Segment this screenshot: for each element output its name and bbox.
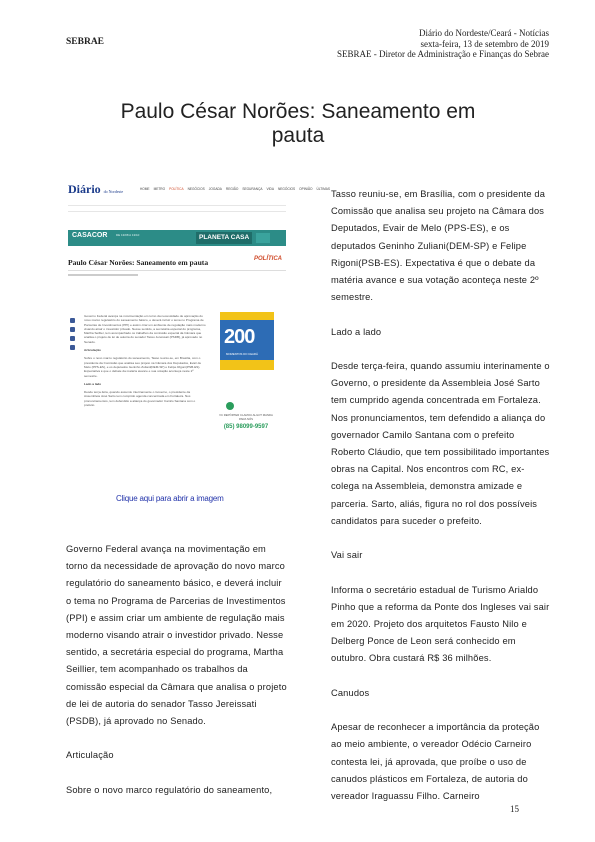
section-heading: Lado a lado bbox=[331, 326, 382, 337]
site-nav: HOME METRO POLÍTICA NEGÓCIOS JOGADA REGIÃO SEGURANÇA VIDA NEGÓCIOS OPINIÃO ÚLTIMAS bbox=[140, 187, 331, 191]
twitter-icon bbox=[70, 327, 75, 332]
section-heading: Canudos bbox=[331, 687, 370, 698]
article-screenshot-image[interactable] bbox=[66, 178, 331, 485]
email-icon bbox=[70, 345, 75, 350]
site-headline: Paulo César Norões: Saneamento em pauta bbox=[68, 258, 209, 267]
header-publication: Diário do Nordeste/Ceará - Notícias bbox=[419, 28, 549, 38]
whatsapp-phone: (85) 98099-9597 bbox=[223, 424, 269, 430]
header-metadata bbox=[337, 28, 549, 60]
promo-200-badge: 200 MOMENTOS DO CEARÁ bbox=[220, 312, 274, 370]
whatsapp-icon bbox=[226, 402, 234, 410]
section-heading: Vai sair bbox=[331, 550, 363, 561]
whatsapp-share-icon bbox=[70, 336, 75, 341]
article-title: Paulo César Norões: Saneamento em pauta bbox=[120, 100, 476, 147]
article-right-column bbox=[331, 186, 551, 822]
paragraph: Governo Federal avança na movimentação em torno da necessidade de aprovação do novo marco regulatório do saneamento básico, e deverá incluir o tema no Programa de Parcerias de Investimentos (PPI) e assim criar um ambiente de regulação mais moderno visando atrair o investidor privado. Nesse sentido, a secretária especial do programa, Martha Seillier, tem acompanhado os trabalhos da comissão especial da Câmara que analisa o projeto de lei de autoria do senador Tasso Jereissati (PSDB), já aprovado no Senado. bbox=[66, 544, 287, 727]
whatsapp-text: VC REPÓRTER CLAMOU ALGO? MANDA PARA NÓS bbox=[219, 413, 273, 421]
site-logo: Diário do Nordeste bbox=[68, 182, 124, 196]
paragraph: Apesar de reconhecer a importância da proteção ao meio ambiente, o vereador Odécio Carneiro contesta lei, já aprovada, que proíbe o uso de canudos plásticos em Fortaleza, de autoria do vereador Iraguassu Filho. Carneiro bbox=[331, 722, 540, 802]
byline-bar bbox=[68, 274, 138, 276]
paragraph: Informa o secretário estadual de Turismo Arialdo Pinho que a reforma da Ponte dos Ingleses vai sair em 2020. Projeto dos arquitetos Fausto Nilo e Delberg Ponce de Leon será conhecido em outubro. Obra custará R$ 36 milhões. bbox=[331, 584, 550, 664]
ad-image bbox=[256, 233, 270, 243]
header-client: SEBRAE - Diretor de Administração e Finanças do Sebrae bbox=[337, 49, 549, 59]
header-source: SEBRAE bbox=[66, 37, 105, 47]
paragraph: Sobre o novo marco regulatório do saneamento, bbox=[66, 784, 273, 795]
paragraph: Desde terça-feira, quando assumiu interinamente o Governo, o presidente da Assembleia José Sarto tem cumprido agenda concentrada em Fortaleza. Nos pronunciamentos, tem defendido a aliança do governador Camilo Santana com o prefeito Roberto Cláudio, que tem possibilitado importantes obras na Capital. Nos encontros com RC, ex-colega na Assembleia, demonstra amizade e parceria. Sarto, aliás, figura no rol dos possíveis candidatos para suceder o prefeito. bbox=[331, 361, 550, 526]
ad-banner: CASACOR DE 13/08 A 13/10 PLANETA CASA bbox=[68, 230, 286, 246]
site-article-body: Governo Federal avança na movimentação em torno da necessidade de aprovação do novo marco regulatório do saneamento básico, e deverá incluir o tema no Programa de Parcerias de Investimentos (PPI) e assim criar um ambiente de regulação mais moderno visando atrair o investidor privado. Nesse sentido, a secretária especial do programa, Martha Seillier, tem acompanhado os trabalhos da comissão especial da Câmara que analisa o projeto de lei de autoria do senador Tasso Jereissati (PSDB), já aprovado no Senado. Articulação Sobre o novo marco regulatório do saneamento, Tasso reuniu-se, em Brasília, com o presidente da Comissão que analisa seu projeto na Câmara dos Deputados, Evair de Melo (PPS-ES), e os deputados Geninho Zuliani(DEM-SP) e Felipe Rigoni(PSB-ES). Expectativa é que o debate da matéria avance e sua votação aconteça neste 2º semestre. Lado a lado Desde terça-feira, quando assumiu interinamente o Governo, o presidente da Assembleia José Sarto tem cumprido agenda concentrada em Fortaleza. Nos pronunciamentos, tem defendido a aliança do governador Camilo Santana com o prefeito bbox=[84, 314, 206, 408]
divider bbox=[68, 270, 286, 271]
header-date: sexta-feira, 13 de setembro de 2019 bbox=[420, 38, 549, 49]
paragraph: Tasso reuniu-se, em Brasília, com o presidente da Comissão que analisa seu projeto na Câmara dos Deputados, Evair de Melo (PPS-ES), e os deputados Geninho Zuliani(DEM-SP) e Felipe Rigoni(PSB-ES). Expectativa é que o debate da matéria avance e sua votação aconteça neste 2º semestre. bbox=[331, 189, 546, 303]
site-breadcrumb-bar bbox=[68, 205, 286, 212]
section-heading: Articulação bbox=[66, 750, 114, 761]
site-section-tag: POLÍTICA bbox=[254, 256, 282, 262]
share-icons bbox=[70, 318, 76, 354]
page-number: 15 bbox=[510, 804, 519, 814]
open-image-link[interactable]: Clique aqui para abrir a imagem bbox=[116, 494, 224, 503]
article-left-column bbox=[66, 541, 288, 816]
facebook-icon bbox=[70, 318, 75, 323]
